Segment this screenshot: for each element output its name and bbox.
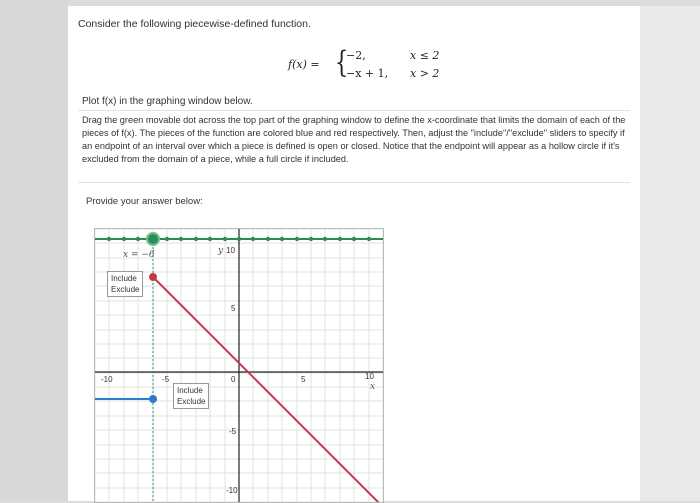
track-dot (367, 237, 371, 241)
red-include-label: Include (111, 274, 137, 283)
case2-condition: x > 2 (410, 67, 440, 80)
tick-x-5: 5 (301, 375, 306, 384)
question-page (68, 6, 640, 501)
tick-x-10: 10 (365, 372, 374, 381)
track-dot (280, 237, 284, 241)
tick-origin: 0 (231, 375, 236, 384)
left-gutter (0, 0, 68, 501)
track-dot (165, 237, 169, 241)
case2-value: −x + 1, (346, 67, 389, 80)
red-include-slider[interactable] (107, 271, 143, 297)
blue-endpoint[interactable] (149, 395, 157, 403)
case1-condition: x ≤ 2 (410, 49, 440, 62)
track-dot (251, 237, 255, 241)
track-dot (295, 237, 299, 241)
track-dot (208, 237, 212, 241)
answer-label: Provide your answer below: (86, 196, 203, 207)
question-prompt: Consider the following piecewise-defined function. (78, 18, 311, 30)
blue-include-slider[interactable] (173, 383, 209, 409)
track-dot (179, 237, 183, 241)
tick-y-neg5: -5 (229, 427, 237, 436)
track-dot (323, 237, 327, 241)
track-dot (237, 237, 241, 241)
piecewise-formula (288, 46, 448, 84)
track-dot (266, 237, 270, 241)
track-dot (338, 237, 342, 241)
blue-include-label: Include (177, 386, 203, 395)
divider-bottom (78, 182, 630, 183)
red-endpoint[interactable] (149, 273, 157, 281)
case1-value: −2, (346, 49, 366, 62)
track-dot (309, 237, 313, 241)
track-dot (223, 237, 227, 241)
tick-y-neg10: -10 (226, 486, 238, 495)
track-dot (122, 237, 126, 241)
tick-y-5: 5 (231, 304, 236, 313)
formula-brace: { (334, 45, 349, 80)
tick-x-neg5: -5 (162, 375, 170, 384)
track-dot (352, 237, 356, 241)
tick-y-10: 10 (226, 246, 235, 255)
x-readout: x = −6 (123, 250, 155, 260)
drag-instructions: Drag the green movable dot across the top part of the graphing window to define the x-coordinate that limits the domain of each of the pieces of f(x). The pieces of the function are colored blue and red respectively. Then, adjust the "include"/"exclude" sliders to specify if an endpoint of an interval over which a piece is defined is open or closed. Notice that the endpoint will appear as a hollow circle if it's excluded from the domain of a piece, while a full circle if included. (82, 115, 626, 164)
track-dot (136, 237, 140, 241)
graph-canvas[interactable] (95, 229, 383, 502)
green-movable-dot[interactable] (147, 233, 159, 245)
plot-instruction: Plot f(x) in the graphing window below. (82, 96, 253, 107)
blue-exclude-label: Exclude (177, 397, 206, 406)
graphing-window[interactable] (94, 228, 384, 503)
red-exclude-label: Exclude (111, 285, 140, 294)
formula-lhs: f(x) = (288, 58, 320, 71)
divider-top (78, 110, 630, 111)
track-dot (194, 237, 198, 241)
track-dot (107, 237, 111, 241)
tick-x-neg10: -10 (101, 375, 113, 384)
y-axis-label: y (218, 246, 224, 256)
right-panel (640, 6, 700, 501)
x-axis-label: x (370, 382, 376, 392)
